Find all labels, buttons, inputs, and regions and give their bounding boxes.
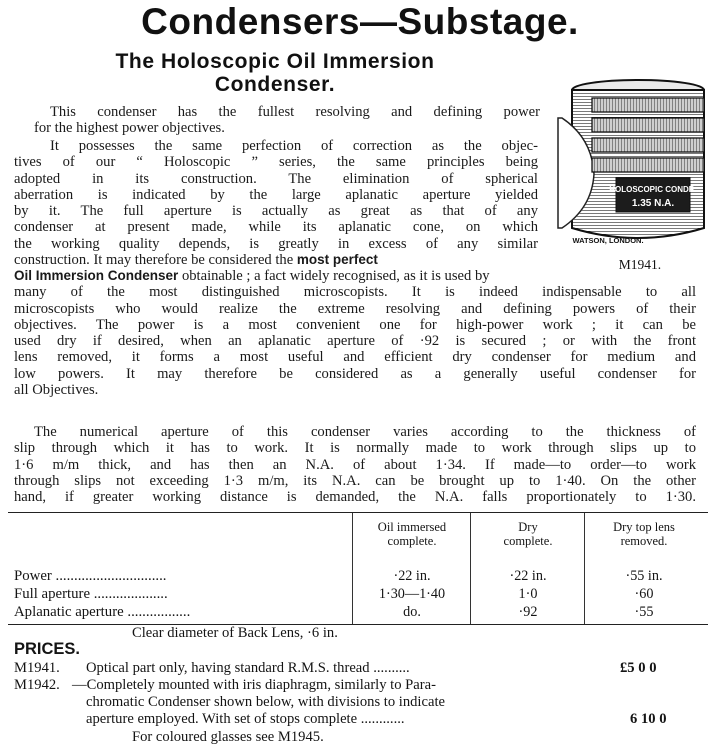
table-cell: ·22 in. — [393, 568, 431, 584]
column-header-line: Dry — [518, 520, 538, 534]
clear-diameter-note: Clear diameter of Back Lens, ·6 in. — [132, 625, 338, 641]
table-cell: 1·0 — [518, 586, 538, 602]
text-line: hand, if greater working distance is demanded, the N.A. falls proportionately to 1·30. — [14, 489, 696, 506]
price-code: M1942. — [14, 677, 60, 693]
emphasis: Oil Immersion Condenser — [14, 268, 179, 283]
table-rule-bottom — [8, 624, 708, 625]
text-line: condenser at present made, while its aplanatic cone, on which — [14, 219, 538, 236]
column-header-dry-top-removed — [588, 521, 700, 548]
table-row-label: Full aperture .................... — [14, 586, 168, 602]
text-line — [14, 268, 696, 284]
price-description: —Completely mounted with iris diaphragm, similarly to Para- — [72, 677, 436, 693]
text-line: the working quality depends, is greatly in excess of any similar — [14, 235, 538, 252]
table-row-label: Power .............................. — [14, 568, 167, 584]
column-header-line: complete. — [387, 533, 437, 548]
text-line: by it. The full aperture is actually as great as that of any — [14, 203, 538, 220]
paragraph-2 — [14, 138, 538, 268]
column-header-line: Dry top lens — [613, 520, 675, 534]
price-note: For coloured glasses see M1945. — [132, 729, 324, 745]
text-line: low powers. It may therefore be considered as a generally useful condenser for — [14, 365, 696, 382]
table-cell: ·55 in. — [625, 568, 663, 584]
condenser-engraving — [552, 78, 710, 258]
table-divider — [584, 513, 585, 624]
table-cell: ·60 — [634, 586, 654, 602]
figure-caption: M1941. — [618, 257, 662, 272]
text-line: used dry if desired, when an aplanatic aperture of ·92 is secured ; or with the front — [14, 333, 696, 350]
price-description: Optical part only, having standard R.M.S. thread .......... — [86, 660, 410, 676]
engraving-label-2: 1.35 N.A. — [631, 198, 675, 209]
table-cell: do. — [403, 604, 421, 620]
table-cell: ·55 — [634, 604, 654, 620]
text-line: tives of our “ Holoscopic ” series, the same principles being — [14, 154, 538, 171]
column-header-oil — [356, 521, 468, 548]
page-title: Condensers—Substage. — [141, 1, 579, 42]
text-line: microscopists who would realize the extreme resolving and defining powers of their — [14, 300, 696, 317]
text-line: This condenser has the fullest resolving and defining power — [50, 104, 540, 120]
column-header-line: complete. — [503, 533, 553, 548]
section-title-line-2: Condenser. — [214, 73, 336, 96]
prices-heading: PRICES. — [14, 640, 81, 658]
column-header-line: removed. — [620, 533, 668, 548]
column-header-line: Oil immersed — [377, 520, 447, 534]
paragraph-3 — [14, 424, 696, 505]
text-line: It possesses the same perfection of correction as the objec- — [50, 138, 538, 154]
table-cell: ·92 — [518, 604, 538, 620]
text-line: aberration is indicated by the large aplanatic aperture yielded — [14, 186, 538, 203]
text-fragment: obtainable ; a fact widely recognised, as it is used by — [178, 268, 490, 284]
table-cell: 1·30—1·40 — [378, 586, 446, 602]
column-header-dry — [474, 521, 582, 548]
text-line: all Objectives. — [14, 382, 99, 399]
table-divider — [352, 513, 353, 624]
text-line: through slips not exceeding 1·3 m/m, its N.A. can be brought up to 1·40. On the other — [14, 472, 696, 489]
section-title — [30, 50, 520, 96]
text-line: The numerical aperture of this condenser varies according to the thickness of — [34, 424, 696, 440]
text-line: many of the most distinguished microscopists. It is indeed indispensable to all — [14, 284, 696, 301]
text-line: for the highest power objectives. — [34, 120, 225, 137]
price-amount: £5 0 0 — [620, 660, 657, 676]
paragraph-2-continued — [14, 268, 696, 398]
text-line: slip through which it has to work. It is normally made to work through slips up to — [14, 440, 696, 457]
paragraph-1 — [34, 104, 540, 137]
table-cell: ·22 in. — [509, 568, 547, 584]
price-description: aperture employed. With set of stops complete ............ — [86, 711, 405, 727]
table-divider — [470, 513, 471, 624]
engraving-label-1: HOLOSCOPIC CONDR. — [609, 185, 697, 194]
text-fragment: construction. It may therefore be considered the — [14, 252, 297, 269]
price-amount: 6 10 0 — [630, 711, 667, 727]
text-line: objectives. The power is a most convenient one for high-power work ; it can be — [14, 316, 696, 333]
emphasis: most perfect — [296, 252, 378, 268]
text-line — [14, 252, 538, 268]
text-line: 1·6 m/m thick, and has then an N.A. of about 1·34. If made—to order—to work — [14, 456, 696, 473]
section-title-line-1: The Holoscopic Oil Immersion — [115, 50, 435, 73]
table-row-label: Aplanatic aperture ................. — [14, 604, 191, 620]
text-line: lens removed, it forms a most useful and efficient dry condenser for medium and — [14, 349, 696, 366]
price-description: chromatic Condenser shown below, with divisions to indicate — [86, 694, 445, 710]
text-line: adopted in its construction. The elimination of spherical — [14, 170, 538, 187]
price-code: M1941. — [14, 660, 60, 676]
table-rule-top — [8, 512, 708, 513]
engraving-maker: WATSON, LONDON. — [572, 236, 644, 245]
